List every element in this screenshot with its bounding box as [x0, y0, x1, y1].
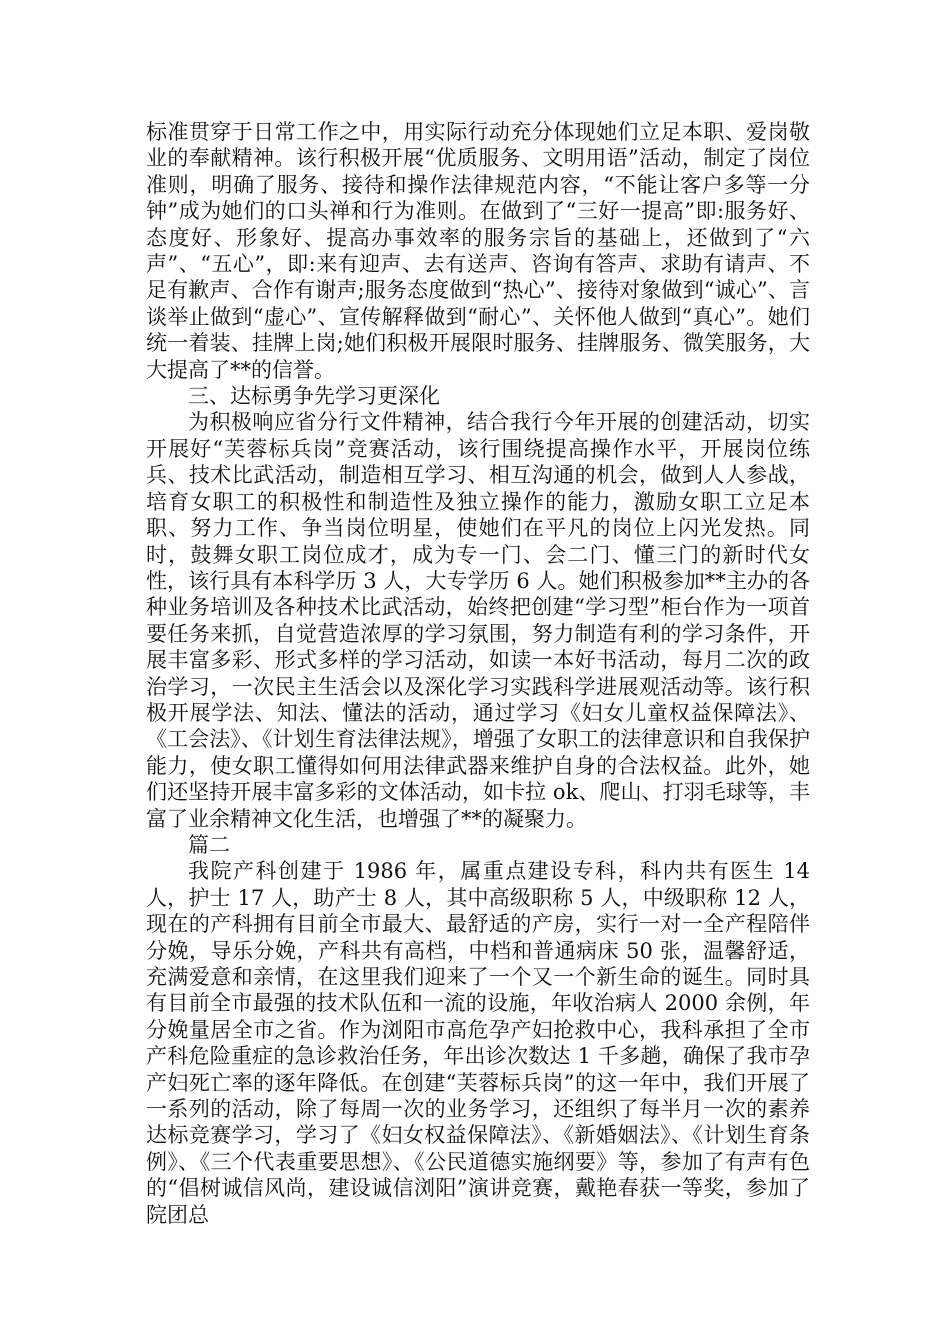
paragraph-service-standards: 标准贯穿于日常工作之中，用实际行动充分体现她们立足本职、爱岗敬业的奉献精神。该行积极开展“优质服务、文明用语”活动，制定了岗位准则，明确了服务、接待和操作法律规范内容，“不能让客户多等一分钟”成为她们的口头禅和行为准则。在做到了“三好一提高”即:服务好、态度好、形象好、提高办事效率的服务宗旨的基础上，还做到了“六声”、“五心”，即:来有迎声、去有送声、咨询有答声、求助有请声、不足有歉声、合作有谢声;服务态度做到“热心”、接待对象做到“诚心”、言谈举止做到“虚心”、宣传解释做到“耐心”、关怀他人做到“真心”。她们统一着装、挂牌上岗;她们积极开展限时服务、挂牌服务、微笑服务，大大提高了**的信誉。	[146, 120, 810, 382]
paragraph-learning-activities: 为积极响应省分行文件精神，结合我行今年开展的创建活动，切实开展好“芙蓉标兵岗”竞赛活动，该行围绕提高操作水平，开展岗位练兵、技术比武活动，制造相互学习、相互沟通的机会，做到人人参战，培育女职工的积极性和制造性及独立操作的能力，激励女职工立足本职、努力工作、争当岗位明星，使她们在平凡的岗位上闪光发热。同时，鼓舞女职工岗位成才，成为专一门、会二门、懂三门的新时代女性，该行具有本科学历 3 人，大专学历 6 人。她们积极参加**主办的各种业务培训及各种技术比武活动，始终把创建“学习型”柜台作为一项首要任务来抓，自觉营造浓厚的学习氛围，努力制造有利的学习条件，开展丰富多彩、形式多样的学习活动，如读一本好书活动，每月二次的政治学习，一次民主生活会以及深化学习实践科学进展观活动等。该行积极开展学法、知法、懂法的活动，通过学习《妇女儿童权益保障法》、《工会法》、《计划生育法律法规》，增强了女职工的法律意识和自我保护能力，使女职工懂得如何用法律武器来维护自身的合法权益。此外，她们还坚持开展丰富多彩的文体活动，如卡拉 ok、爬山、打羽毛球等，丰富了业余精神文化生活，也增强了**的凝聚力。	[146, 410, 810, 831]
document-page	[146, 119, 810, 1228]
paragraph-obstetrics-department: 我院产科创建于 1986 年，属重点建设专科，科内共有医生 14 人，护士 17 人，助产士 8 人，其中高级职称 5 人，中级职称 12 人，现在的产科拥有目前全市最大、最舒适的产房，实行一对一全产程陪伴分娩，导乐分娩，产科共有高档，中档和普通病床 50 张，温馨舒适，充满爱意和亲情，在这里我们迎来了一个又一个新生命的诞生。同时具有目前全市最强的技术队伍和一流的设施，年收治病人 2000 余例，年分娩量居全市之省。作为浏阳市高危孕产妇抢救中心，我科承担了全市产科危险重症的急诊救治任务，年出诊次数达 1 千多趟，确保了我市孕产妇死亡率的逐年降低。在创建“芙蓉标兵岗”的这一年中，我们开展了一系列的活动，除了每周一次的业务学习，还组织了每半月一次的素养达标竞赛学习，学习了《妇女权益保障法》、《新婚姻法》、《计划生育条例》、《三个代表重要思想》、《公民道德实施纲要》等，参加了有声有色的“倡树诚信风尚，建设诚信浏阳”演讲竞赛，戴艳春获一等奖，参加了院团总	[146, 859, 810, 1227]
section-heading-part-two: 篇二	[188, 832, 230, 857]
section-heading-three: 三、达标勇争先学习更深化	[188, 384, 440, 409]
